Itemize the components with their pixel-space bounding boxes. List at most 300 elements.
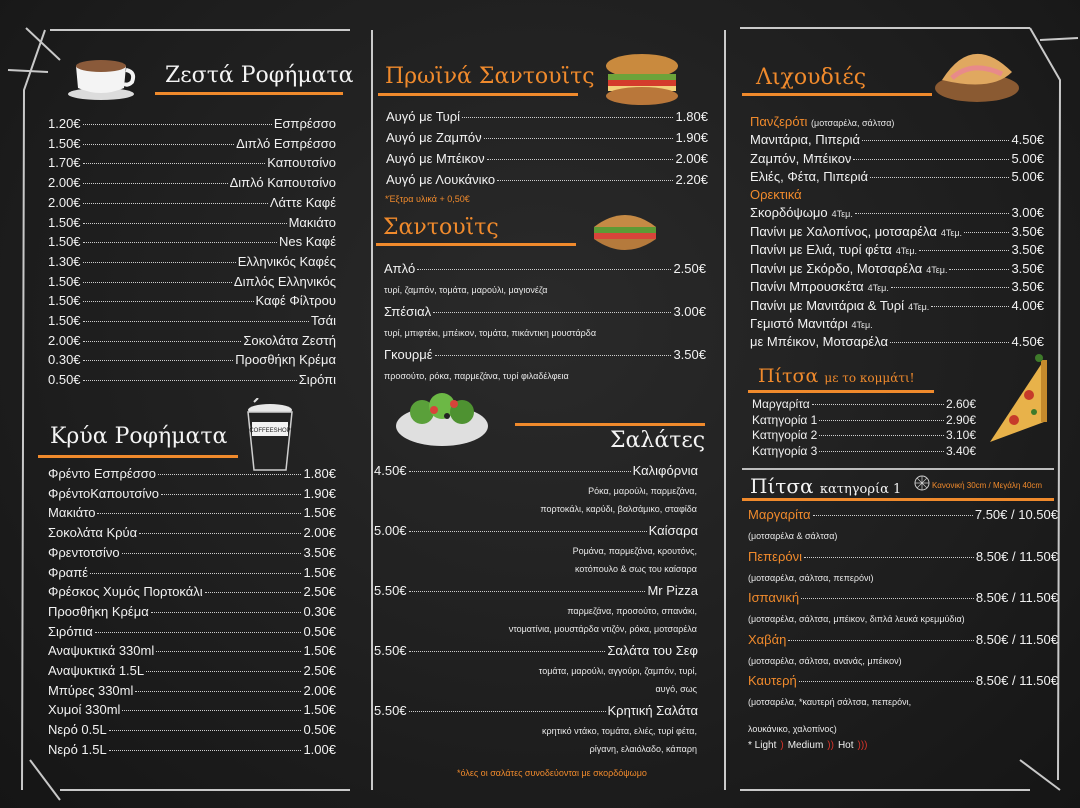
salad-desc-line2: ρίγανη, ελαιόλαδο, κάπαρη [589,744,697,754]
pizza-slice-subtitle: με το κομμάτι! [824,371,915,385]
breakfast-row [386,109,708,124]
pizza-slice-title [758,365,915,387]
leader-dots [409,651,606,652]
breakfast-name: Αυγό με Τυρί [386,109,461,124]
sandwich-row [384,261,706,276]
leader-dots [409,471,631,472]
cold-drink-name: Νερό 0.5L [48,722,107,738]
hot-drink-row [48,333,336,348]
hot-drink-row [48,293,336,308]
pizza-row [748,507,1058,522]
leader-dots [83,163,266,164]
leader-dots [487,159,674,160]
appetizer-price: 3.50€ [1011,279,1044,294]
salad-desc-line2: κοτόπουλο & σως του καίσαρα [574,564,697,574]
pizza-price: 8.50€ / 11.50€ [975,673,1058,688]
cold-drink-price: 1.50€ [303,564,336,580]
chili-hot-icon: ))) [857,740,868,751]
pizza-slice-row [752,397,976,411]
cold-drink-row [48,525,336,540]
cold-drink-price: 1.80€ [303,466,336,481]
cup-brand-label: COFFEESHOP [249,428,291,434]
cold-drink-row [48,565,336,580]
breakfast-price: 2.20€ [675,172,708,187]
leader-dots [919,250,1009,251]
salad-row [374,643,698,658]
stuffed-mushroom-price: 4.50€ [1011,334,1044,349]
pizza-price: 8.50€ / 11.50€ [975,590,1058,605]
cold-drink-name: Σιρόπια [48,623,93,639]
leader-dots [139,533,301,534]
hot-drink-price: 1.70€ [48,155,81,171]
cold-drink-name: Νερό 1.5L [48,741,107,757]
pizza-slice-row [752,428,976,442]
cold-drink-price: 1.00€ [303,741,336,757]
leader-dots [135,691,301,692]
salad-price: 5.50€ [374,643,407,658]
hot-drink-row [48,155,336,170]
panini-icon [590,205,660,260]
hot-drink-row [48,372,336,387]
salad-desc-line2: ντοματίνια, μουστάρδα ντιζόν, ρόκα, μοτσαρέλα [508,624,697,634]
pizza-slice-name: Κατηγορία 3 [752,443,818,458]
sandwiches-title: Σαντουϊτς [383,215,499,240]
leader-dots [855,213,1010,214]
hot-drink-price: 1.50€ [48,273,81,289]
pizza-desc: (μοτσαρέλα, *καυτερή σάλτσα, πεπερόνι, [748,697,912,707]
cold-drink-row [48,584,336,599]
leader-dots [497,180,673,181]
pizza-cat1-word: Πίτσα [750,474,814,498]
appetizer-row [750,224,1044,239]
leader-dots [83,301,254,302]
hot-drink-name: Nes Καφέ [279,234,336,250]
cold-drink-price: 2.50€ [303,663,336,678]
pizza-desc: (μοτσαρέλα, σάλτσα, ανανάς, μπέικον) [748,655,902,666]
pizza-slice-icon [984,350,1056,448]
panzerotti-item-price: 4.50€ [1011,132,1044,147]
pizza-slice-price: 3.10€ [945,428,976,442]
cold-drink-name: Φραπέ [48,564,89,580]
cold-drink-price: 1.90€ [303,485,336,501]
pizza-price: 8.50€ / 11.50€ [975,548,1058,564]
pizza-name: Μαργαρίτα [748,507,811,522]
cold-drink-name: Φρέντο Εσπρέσσο [48,466,156,481]
leader-dots [801,598,974,599]
cold-drink-name: Φρεντοτσίνο [48,544,120,560]
leader-dots [484,138,674,139]
heat-medium-label: Medium [787,740,824,751]
hot-drink-name: Διπλός Ελληνικός [233,273,336,289]
salad-price: 4.50€ [374,463,407,478]
appetizer-unit: 4Τεμ. [940,227,963,238]
heat-light-label: * Light [748,740,777,751]
salad-price: 5.50€ [374,703,407,718]
pizza-slice-name: Κατηγορία 1 [752,412,818,427]
leader-dots [83,183,228,184]
salad-name: Καλιφόρνια [632,463,698,478]
salads-note: *όλες οι σαλάτες συνοδεύονται με σκορδόψωμο [457,768,647,778]
pizza-cat1-subtitle: κατηγορία 1 [819,482,902,497]
leader-dots [83,380,297,381]
leader-dots [205,592,302,593]
salad-row [374,703,698,718]
hot-drink-row [48,352,336,367]
leader-dots [931,306,1009,307]
appetizer-name: Πανίνι με Χαλοπίνος, μοτσαρέλα [750,223,937,239]
cold-drink-row [48,722,336,737]
salad-desc-line2: πορτοκάλι, καρύδι, βαλσάμικο, σταφίδα [540,504,697,514]
pizza-slice-row [752,413,976,427]
hot-drink-row [48,313,336,328]
leader-dots [813,515,973,516]
panzerotti-desc: (μοτσαρέλα, σάλτσα) [811,118,895,128]
heat-hot-label: Hot [837,740,854,751]
hot-drink-price: 1.50€ [48,313,81,328]
leader-dots [90,573,301,574]
appetizer-unit: 4Τεμ. [831,209,853,219]
leader-dots [462,117,673,118]
stuffed-mushroom-line1 [750,316,873,331]
appetizer-unit: 4Τεμ. [867,283,889,293]
sandwich-price: 3.00€ [673,304,706,319]
hot-drink-price: 2.00€ [48,332,81,348]
breakfast-name: Αυγό με Μπέικον [386,151,485,166]
appetizer-price: 3.50€ [1011,260,1044,276]
leader-dots [409,531,647,532]
cold-drink-price: 0.50€ [303,623,336,639]
panzerotti-item-name: Ελιές, Φέτα, Πιπεριά [750,169,869,184]
pizza-price: 8.50€ / 11.50€ [975,631,1058,647]
salad-desc-line2: αυγό, σως [655,684,697,694]
cold-drink-row [48,742,336,757]
panzerotti-item-name: Μανιτάρια, Πιπεριά [750,132,861,147]
heat-legend [748,740,868,751]
appetizer-price: 3.50€ [1011,223,1044,239]
salad-name: Κρητική Σαλάτα [607,703,698,718]
pizza-name: Ισπανική [748,590,800,605]
sandwich-row [384,304,706,319]
leader-dots [862,140,1009,141]
sandwiches-underline [376,243,576,246]
leader-dots [435,355,672,356]
salad-price: 5.50€ [374,583,407,598]
cold-drink-price: 1.50€ [303,505,336,521]
leader-dots [417,269,671,270]
pizza-slice-price: 3.40€ [945,443,976,458]
pizza-sizes-label: Κανονική 30cm / Μεγάλη 40cm [932,481,1043,490]
salad-name: Σαλάτα του Σεφ [607,643,698,658]
hot-drink-name: Εσπρέσσο [273,116,336,131]
pizza-name: Καυτερή [748,673,797,688]
cold-drink-price: 2.00€ [303,682,336,698]
pizza-price: 7.50€ / 10.50€ [974,507,1058,522]
hot-drink-row [48,195,336,210]
chili-light-icon: ) [780,740,784,751]
leader-dots [146,671,301,672]
stuffed-mushroom-desc: με Μπέικον, Μοτσαρέλα [750,334,889,349]
cold-drink-name: ΦρέντοΚαπουτσίνο [48,485,159,501]
stuffed-mushroom-line2 [750,334,1044,349]
appetizer-row [750,261,1044,276]
calzone-icon [932,36,1022,106]
panzerotti-label: Πανζερότι [750,114,808,129]
appetizer-row [750,279,1044,294]
snacks-underline [742,93,932,96]
pizza-slice-price: 2.60€ [945,397,976,411]
pizza-row [748,590,1058,605]
leader-dots [409,591,646,592]
leader-dots [83,321,310,322]
breakfast-name: Αυγό με Ζαμπόν [386,130,482,145]
appetizer-name: Σκορδόψωμο [750,205,828,220]
hot-drink-name: Καπουτσίνο [267,155,336,171]
panzerotti-item-price: 5.00€ [1011,150,1044,166]
salad-bowl-icon [392,388,492,450]
leader-dots [161,494,301,495]
hot-drink-row [48,116,336,131]
breakfast-price: 1.80€ [675,109,708,124]
pizza-desc: (μοτσαρέλα, σάλτσα, μπέικον, διπλά λευκά κρεμμύδια) [748,614,965,624]
snacks-title: Λιχουδιές [756,65,867,90]
appetizer-price: 3.00€ [1011,205,1044,220]
leader-dots [949,269,1009,270]
salad-row [374,463,698,478]
hot-drink-name: Διπλό Εσπρέσσο [236,135,336,151]
hot-drink-price: 1.50€ [48,234,81,250]
hot-drink-row [48,175,336,190]
panzerotti-row [750,132,1044,147]
leader-dots [433,312,671,313]
breakfast-row [386,130,708,145]
salads-title: Σαλάτες [610,428,706,453]
panzerotti-row [750,151,1044,166]
cold-drink-name: Χυμοί 330ml [48,702,121,718]
sandwich-name: Γκουρμέ [384,347,433,362]
hot-drink-name: Μακιάτο [288,214,336,230]
appetizer-price: 4.00€ [1011,297,1044,313]
hot-drink-row [48,215,336,230]
sandwich-price: 2.50€ [673,261,706,276]
hot-drink-name: Σοκολάτα Ζεστή [243,332,336,348]
hot-drink-price: 1.50€ [48,293,81,309]
leader-dots [83,203,268,204]
hot-drink-price: 1.50€ [48,135,81,151]
hot-drink-name: Σιρόπι [298,372,336,388]
leader-dots [83,262,236,263]
pizza-cat1-topline [742,468,1054,470]
salad-row [374,523,698,538]
salad-row [374,583,698,598]
pizza-slice-name: Κατηγορία 2 [752,428,818,442]
hot-drink-name: Ελληνικός Καφές [237,253,336,269]
hot-drink-row [48,274,336,289]
appetizer-row [750,242,1044,257]
leader-dots [891,287,1010,288]
salad-desc-line1: τομάτα, μαρούλι, αγγούρι, ζαμπόν, τυρί, [538,666,697,676]
leader-dots [109,730,302,731]
hot-drink-name: Λάττε Καφέ [269,194,336,210]
breakfast-price: 1.90€ [675,130,708,145]
sandwich-row [384,347,706,362]
breakfast-name: Αυγό με Λουκάνικο [386,172,496,187]
leader-dots [151,612,302,613]
cold-drink-row [48,505,336,520]
hot-drink-price: 1.50€ [48,214,81,230]
pizza-cat1-desc-last-line2: λουκάνικο, χαλοπίνος) [748,724,837,734]
appetizer-unit: 4Τεμ. [895,246,918,256]
appetizer-name: Πανίνι με Ελιά, τυρί φέτα [750,242,892,257]
cold-drink-price: 1.50€ [303,702,336,718]
leader-dots [158,474,301,475]
cold-drink-row [48,683,336,698]
salad-name: Καίσαρα [648,523,698,538]
hot-drink-row [48,234,336,249]
sandwich-desc: προσούτο, ρόκα, παρμεζάνα, τυρί φιλαδέλφεια [384,371,569,381]
leader-dots [83,360,234,361]
appetizer-name: Πανίνι με Μανιτάρια & Τυρί [750,297,905,313]
leader-dots [804,557,974,558]
salad-desc-line1: Ρομάνα, παρμεζάνα, κρουτόνς, [572,546,697,556]
cold-drink-row [48,466,336,481]
breakfast-row [386,172,708,187]
leader-dots [409,711,606,712]
iced-coffee-cup-icon [240,398,300,473]
leader-dots [83,223,287,224]
salad-desc-line1: Ρόκα, μαρούλι, παρμεζάνα, [588,486,697,496]
salad-desc-line1: παρμεζάνα, προσούτο, σπανάκι, [567,606,697,616]
leader-dots [83,124,272,125]
cold-drink-price: 3.50€ [303,544,336,560]
pizza-name: Πεπερόνι [748,548,802,564]
leader-dots [819,435,944,436]
pizza-slice-word: Πίτσα [758,365,819,387]
cold-drink-row [48,545,336,560]
leader-dots [83,144,235,145]
breakfast-row [386,151,708,166]
leader-dots [83,282,232,283]
pizza-desc: (μοτσαρέλα, σάλτσα, πεπερόνι) [748,572,874,583]
hot-drinks-title: Ζεστά Ροφήματα [165,63,354,88]
leader-dots [97,513,301,514]
cold-drinks-underline [38,455,238,458]
hot-drink-name: Τσάι [311,313,336,328]
stuffed-mushroom-name: Γεμιστό Μανιτάρι [750,316,848,331]
panzerotti-heading [750,114,894,129]
stuffed-mushroom-unit: 4Τεμ. [851,320,873,330]
panzerotti-row [750,169,1044,184]
cold-drink-row [48,486,336,501]
pizza-slice-name: Μαργαρίτα [752,397,810,411]
hot-drink-price: 1.30€ [48,253,81,269]
hot-drink-price: 0.50€ [48,372,81,388]
hot-drink-row [48,254,336,269]
leader-dots [870,177,1009,178]
pizza-desc: (μοτσαρέλα & σάλτσα) [748,531,838,541]
cold-drink-row [48,702,336,717]
appetizer-unit: 4Τεμ. [926,264,948,275]
hot-drink-name: Προσθήκη Κρέμα [235,352,336,368]
panzerotti-item-price: 5.00€ [1011,169,1044,184]
leader-dots [109,750,302,751]
sub-sandwich-icon [602,52,682,107]
leader-dots [964,232,1009,233]
appetizer-row [750,298,1044,313]
sandwich-name: Σπέσιαλ [384,304,432,319]
breakfast-note: *Έξτρα υλικά + 0,50€ [385,194,470,204]
pizza-cat1-underline [742,498,1054,501]
cold-drinks-title: Κρύα Ροφήματα [50,424,228,449]
appetizer-name: Πανίνι με Σκόρδο, Μοτσαρέλα [750,260,923,276]
pizza-name: Χαβάη [748,631,787,647]
leader-dots [122,710,301,711]
hot-drink-price: 1.20€ [48,116,81,131]
breakfast-price: 2.00€ [675,151,708,166]
leader-dots [799,681,974,682]
cold-drink-name: Αναψυκτικά 330ml [48,643,155,659]
leader-dots [819,451,944,452]
hot-drink-price: 2.00€ [48,175,81,191]
cold-drink-row [48,604,336,619]
pizza-row [748,549,1058,564]
salad-price: 5.00€ [374,523,407,538]
cold-drink-name: Μακιάτο [48,505,96,521]
leader-dots [819,420,944,421]
appetizer-row [750,205,1044,220]
pizza-slice-row [752,444,976,458]
cold-drink-price: 2.50€ [303,584,336,600]
appetizers-heading: Ορεκτικά [750,187,802,202]
cold-drink-name: Σοκολάτα Κρύα [48,525,138,541]
cold-drink-row [48,643,336,658]
appetizer-unit: 4Τεμ. [908,301,930,312]
breakfast-title: Πρωϊνά Σαντουϊτς [385,64,595,89]
hot-drink-name: Διπλό Καπουτσίνο [229,175,336,191]
cold-drink-row [48,663,336,678]
leader-dots [156,651,301,652]
coffee-cup-icon [66,52,136,102]
hot-drink-name: Καφέ Φίλτρου [255,293,336,309]
panzerotti-item-name: Ζαμπόν, Μπέικον [750,150,852,166]
leader-dots [83,242,277,243]
leader-dots [95,632,302,633]
pizza-row [748,673,1058,688]
salads-underline [515,423,705,426]
sandwich-desc: τυρί, ζαμπόν, τομάτα, μαρούλι, μαγιονέζα [384,285,548,295]
hot-drink-price: 0.30€ [48,352,81,368]
cold-drink-price: 0.30€ [303,603,336,619]
appetizer-price: 3.50€ [1011,242,1044,257]
hot-drinks-underline [155,92,343,95]
salad-desc-line1: κρητικό ντάκο, τομάτα, ελιές, τυρί φέτα, [542,726,697,736]
pizza-cat1-title [750,474,901,498]
cold-drink-name: Αναψυκτικά 1.5L [48,663,145,678]
leader-dots [788,640,973,641]
leader-dots [83,341,242,342]
hot-drink-price: 2.00€ [48,194,81,210]
cold-drink-name: Μπύρες 330ml [48,682,134,698]
cold-drink-name: Προσθήκη Κρέμα [48,603,149,619]
chili-medium-icon: )) [827,740,834,751]
cold-drink-name: Φρέσκος Χυμός Πορτοκάλι [48,584,203,600]
leader-dots [122,553,302,554]
sandwich-desc: τυρί, μπιφτέκι, μπέικον, τομάτα, πικάντικη μουστάρδα [384,328,597,338]
hot-drink-row [48,136,336,151]
breakfast-underline [378,93,578,96]
sandwich-price: 3.50€ [673,347,706,362]
pizza-slice-price: 2.90€ [945,412,976,427]
appetizer-name: Πανίνι Μπρουσκέτα [750,279,864,294]
